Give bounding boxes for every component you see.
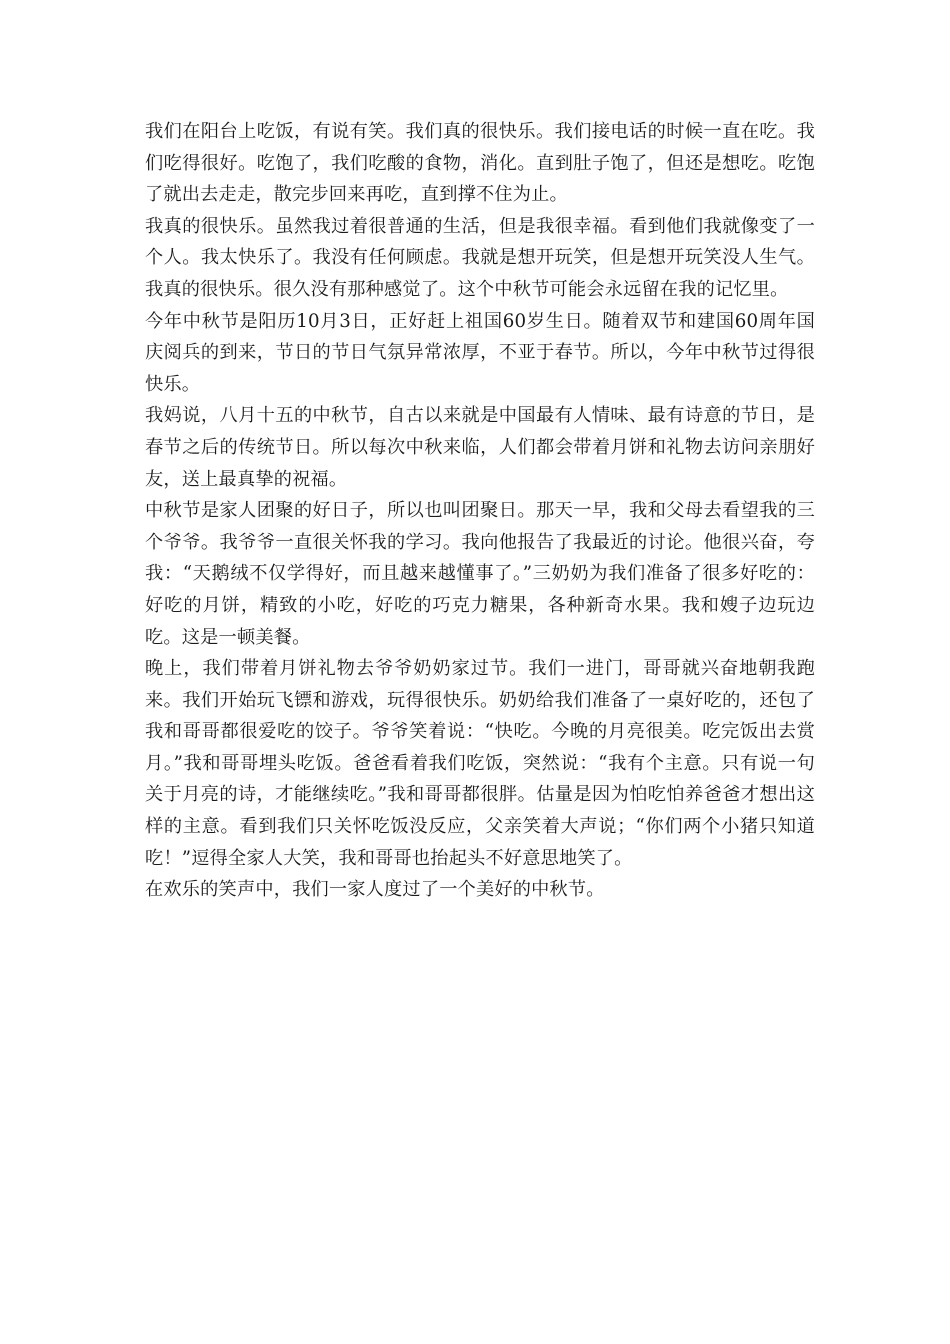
paragraph-7: 在欢乐的笑声中，我们一家人度过了一个美好的中秋节。 — [145, 879, 605, 901]
paragraph-1: 我们在阳台上吃饭，有说有笑。我们真的很快乐。我们接电话的时候一直在吃。我们吃得很好。吃饱了，我们吃酸的食物，消化。直到肚子饱了，但还是想吃。吃饱了就出去走走，散完步回来再吃，直到撑不住为止。 — [145, 121, 815, 206]
document-body — [145, 116, 815, 906]
paragraph-5: 中秋节是家人团聚的好日子，所以也叫团聚日。那天一早，我和父母去看望我的三个爷爷。我爷爷一直很关怀我的学习。我向他报告了我最近的讨论。他很兴奋，夸我：“天鹅绒不仅学得好，而且越来越懂事了。”三奶奶为我们准备了很多好吃的：好吃的月饼，精致的小吃，好吃的巧克力糖果，各种新奇水果。我和嫂子边玩边吃。这是一顿美餐。 — [145, 500, 815, 648]
paragraph-2: 我真的很快乐。虽然我过着很普通的生活，但是我很幸福。看到他们我就像变了一个人。我太快乐了。我没有任何顾虑。我就是想开玩笑，但是想开玩笑没人生气。我真的很快乐。很久没有那种感觉了。这个中秋节可能会永远留在我的记忆里。 — [145, 215, 815, 300]
paragraph-6: 晚上，我们带着月饼礼物去爷爷奶奶家过节。我们一进门，哥哥就兴奋地朝我跑来。我们开始玩飞镖和游戏，玩得很快乐。奶奶给我们准备了一桌好吃的，还包了我和哥哥都很爱吃的饺子。爷爷笑着说：“快吃。今晚的月亮很美。吃完饭出去赏月。”我和哥哥埋头吃饭。爸爸看着我们吃饭，突然说：“我有个主意。只有说一句关于月亮的诗，才能继续吃。”我和哥哥都很胖。估量是因为怕吃怕养爸爸才想出这样的主意。看到我们只关怀吃饭没反应，父亲笑着大声说；“你们两个小猪只知道吃！”逗得全家人大笑，我和哥哥也抬起头不好意思地笑了。 — [145, 658, 815, 869]
paragraph-3: 今年中秋节是阳历10月3日，正好赶上祖国60岁生日。随着双节和建国60周年国庆阅兵的到来，节日的节日气氛异常浓厚，不亚于春节。所以，今年中秋节过得很快乐。 — [145, 310, 815, 395]
paragraph-4: 我妈说，八月十五的中秋节，自古以来就是中国最有人情味、最有诗意的节日，是春节之后的传统节日。所以每次中秋来临，人们都会带着月饼和礼物去访问亲朋好友，送上最真挚的祝福。 — [145, 405, 815, 490]
